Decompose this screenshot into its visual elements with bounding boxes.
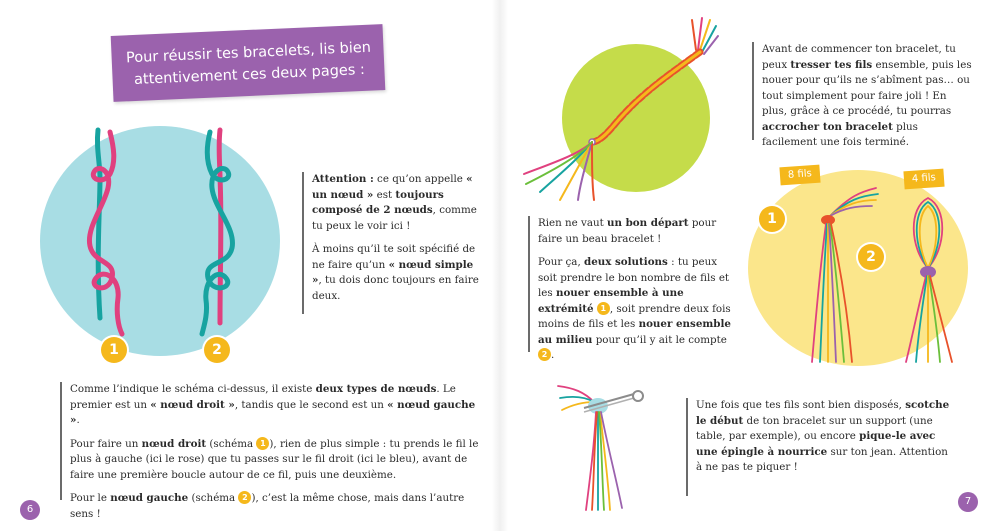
right-page xyxy=(500,0,1000,531)
left-knot-illustration xyxy=(180,128,280,338)
types-text xyxy=(70,382,480,530)
start-text xyxy=(538,216,734,372)
fix-bar xyxy=(686,398,688,496)
start-p1: Rien ne vaut un bon départ pour faire un beau bracelet ! xyxy=(538,217,717,245)
braid-illustration xyxy=(520,14,720,204)
page-title: Pour réussir tes bracelets, lis bien attentivement ces deux pages : xyxy=(125,39,372,89)
types-bar xyxy=(60,382,62,500)
start-p2: Pour ça, deux solutions : tu peux soit prendre le bon nombre de fils et les nouer ensemble à une extrémité 1 , soit prendre deux fois moins de fils et les nouer ensemble au milieu pour qu’il y ait le compte 2 . xyxy=(538,256,731,361)
start-label-2: 2 xyxy=(858,244,884,270)
knot-label-1: 1 xyxy=(101,337,127,363)
tag-8-fils: 8 fils xyxy=(779,165,820,186)
types-p1: Comme l’indique le schéma ci-dessus, il existe deux types de nœuds. Le premier est un « nœud droit », tandis que le second est un « nœud gauche ». xyxy=(70,383,476,426)
start-label-1: 1 xyxy=(759,206,785,232)
fix-text xyxy=(696,398,954,484)
page-number-right: 7 xyxy=(958,492,978,512)
types-p3: Pour le nœud gauche (schéma 2 ), c’est la même chose, mais dans l’autre sens ! xyxy=(70,492,465,520)
tag-4-fils: 4 fils xyxy=(903,169,944,190)
knot-label-2: 2 xyxy=(204,337,230,363)
intro-bar xyxy=(752,42,754,140)
inline-badge-start-1: 1 xyxy=(597,302,610,315)
bundle-4-threads xyxy=(900,188,960,364)
inline-badge-2: 2 xyxy=(238,491,251,504)
safety-pin-illustration xyxy=(554,378,664,512)
page-number-left: 6 xyxy=(20,500,40,520)
fix-p: Une fois que tes fils sont bien disposés, scotche le début de ton bracelet sur un support (une table, par exemple), ou encore pique-le avec une épingle à nourrice sur ton jean. Attention à ne pas te piquer ! xyxy=(696,399,950,473)
inline-badge-1: 1 xyxy=(256,437,269,450)
intro-text xyxy=(762,42,972,159)
right-knot-illustration xyxy=(60,128,160,338)
inline-badge-start-2: 2 xyxy=(538,348,551,361)
bundle-8-threads xyxy=(790,186,880,366)
attention-bar xyxy=(302,172,304,314)
intro-p: Avant de commencer ton bracelet, tu peux tresser tes fils ensemble, puis les nouer pour qu’ils ne s’abîment pas… ou tout simplement pour faire joli ! En plus, grâce à ce procédé, tu pourras accrocher ton bracelet plus facilement une fois terminé. xyxy=(762,43,972,148)
attention-text xyxy=(312,172,482,312)
attention-p2: À moins qu’il te soit spécifié de ne faire qu’un « nœud simple », tu dois donc toujours en faire deux. xyxy=(312,243,479,302)
start-bar xyxy=(528,216,530,352)
types-p2: Pour faire un nœud droit (schéma 1 ), rien de plus simple : tu prends le fil le plus à gauche (ici le rose) que tu passes sur le fil droit (ici le bleu), avant de faire une première boucle autour de ce fil, puis une deuxième. xyxy=(70,437,479,481)
attention-p1: Attention : ce qu’on appelle « un nœud » est toujours composé de 2 nœuds, comme tu peux le voir ici ! xyxy=(312,173,477,232)
